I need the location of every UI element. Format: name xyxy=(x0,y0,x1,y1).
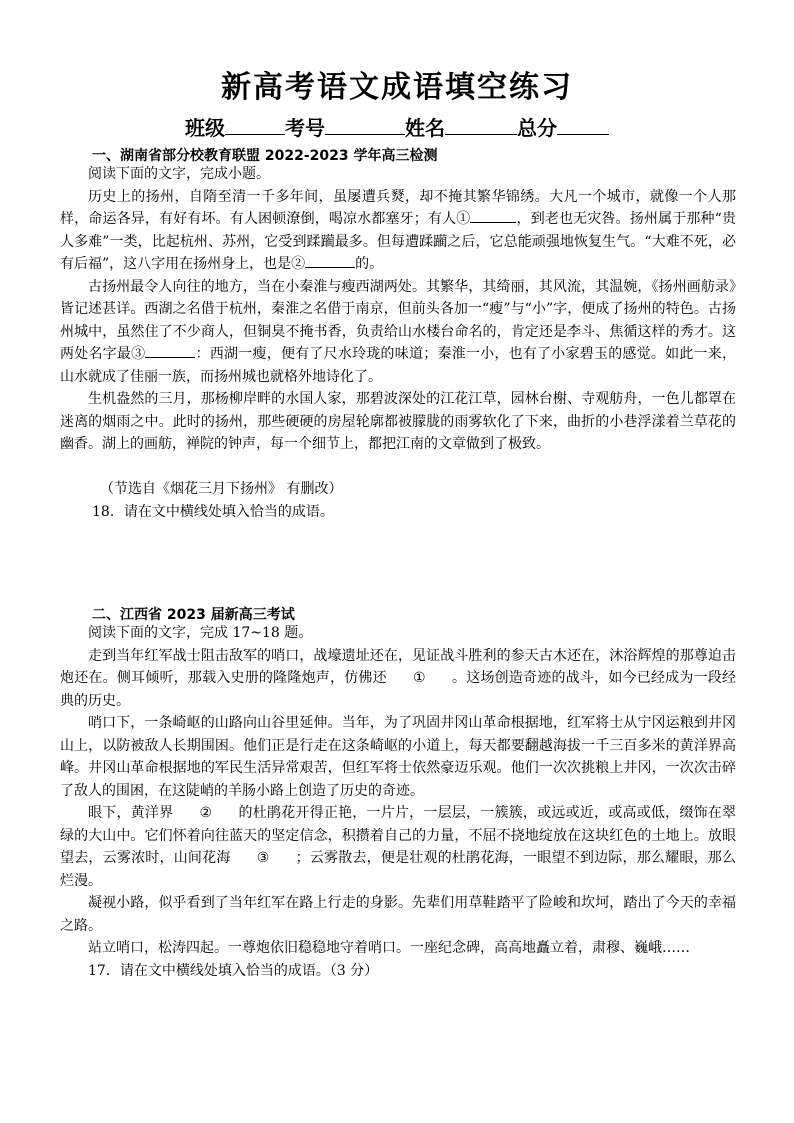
class-blank xyxy=(225,116,285,135)
blank-marker-2: ② xyxy=(291,256,306,272)
section1-source: （节选自《烟花三月下扬州》 有删改） xyxy=(100,481,343,497)
section2-paragraph-1: 走到当年红军战士阻击敌军的哨口，战壕遗址还在，见证战斗胜利的参天古木还在，沐浴辉煌的那尊迫击炮还在。侧耳倾听，那载入史册的隆隆炮声，仿佛还 ① 。这场创造奇迹的战斗，如今已经成为一段经典的历史。 xyxy=(60,647,737,709)
answer-blank-3 xyxy=(145,343,195,358)
section2-question: 17．请在文中横线处填入恰当的成语。（3 分） xyxy=(88,962,379,979)
section2-heading: 二、江西省 2023 届新高三考试 xyxy=(92,607,295,623)
name-blank xyxy=(445,116,517,135)
blank-marker-2: ② xyxy=(199,805,213,821)
blank-marker-1: ① xyxy=(456,211,471,227)
section2-paragraph-3: 眼下，黄洋界 ② 的杜鹃花开得正艳，一片片，一层层，一簇簇，或远或近，或高或低，缀饰在翠绿的大山中。它们怀着向往蓝天的坚定信念，积攒着自己的力量，不屈不挠地绽放在这块红色的土地上。放眼望去，云雾浓时，山间花海 ③ ；云雾散去，便是壮观的杜鹃花海，一眼望不到边际，那么耀眼，那么烂漫。 xyxy=(60,805,737,889)
blank-marker-3: ③ xyxy=(256,850,270,866)
number-label: 考号 xyxy=(285,116,325,140)
student-info-line xyxy=(0,112,794,141)
class-label: 班级 xyxy=(185,116,225,140)
number-blank xyxy=(325,116,405,135)
section2-instruction: 阅读下面的文字，完成 17~18 题。 xyxy=(88,625,313,641)
section2-paragraph-4: 凝视小路，似乎看到了当年红军在路上行走的身影。先辈们用草鞋踏平了险峻和坎坷，踏出了今天的幸福之路。 xyxy=(60,895,736,934)
section2-passage xyxy=(60,622,736,982)
section1-paragraph-2: 古扬州最令人向往的地方，当在小秦淮与瘦西湖两处。其繁华，其绮丽，其风流，其温婉，《扬州画舫录》皆记述甚详。西湖之名借于杭州，秦淮之名借于南京，但前头各加一“瘦”与“小”字，便成了扬州的特色。古扬州城中，虽然住了不少商人，但铜臭不掩书香，负责给山水楼台命名的，肯定还是李斗、焦循这样的秀才。这两处名字最③ ：西湖一瘦，便有了尺水玲珑的味道；秦淮一小，也有了小家碧玉的感觉。如此一来，山水就成了佳丽一族，而扬州城也就格外地诗化了。 xyxy=(60,278,737,385)
blank-marker-1: ① xyxy=(412,670,426,686)
section1-passage xyxy=(60,163,736,456)
blank-marker-3: ③ xyxy=(131,346,146,362)
section1-paragraph-3: 生机盎然的三月，那杨柳岸畔的水国人家，那碧波深处的江花江草，园林台榭、寺观舫舟，一色儿都罩在迷离的烟雨之中。此时的扬州，那些硬硬的房屋轮廓都被朦胧的雨雾软化了下来，曲折的小巷浮漾着兰草花的幽香。湖上的画舫，禅院的钟声，每一个细节上，都把江南的文章做到了极致。 xyxy=(60,391,736,452)
score-label: 总分 xyxy=(517,116,557,140)
section2-paragraph-5: 站立哨口，松涛四起。一尊炮依旧稳稳地守着哨口。一座纪念碑，高高地矗立着，肃穆、巍峨…… xyxy=(88,940,690,956)
section1-question: 18．请在文中横线处填入恰当的成语。 xyxy=(92,504,334,520)
section1-paragraph-1: 历史上的扬州，自隋至清一千多年间，虽屡遭兵燹，却不掩其繁华锦绣。大凡一个城市，就像一个人那样，命运各异，有好有坏。有人困顿潦倒，喝凉水都塞牙；有人① ，到老也无灾咎。扬州属于那种“贵人多难”一类，比起杭州、苏州，它受到蹂躏最多。但每遭蹂躏之后，它总能顽强地恢复生气。“大难不死，必有后福”，这八字用在扬州身上，也是② 的。 xyxy=(60,188,736,272)
name-label: 姓名 xyxy=(405,116,445,140)
section1-instruction: 阅读下面的文字，完成小题。 xyxy=(88,166,270,182)
page-title: 新高考语文成语填空练习 xyxy=(221,70,573,105)
section1-heading: 一、湖南省部分校教育联盟 2022-2023 学年高三检测 xyxy=(92,148,438,164)
answer-blank-1 xyxy=(470,208,516,223)
answer-blank-2 xyxy=(305,253,355,268)
score-blank xyxy=(557,116,609,135)
section2-paragraph-2: 哨口下，一条崎岖的山路向山谷里延伸。当年，为了巩固井冈山革命根据地，红军将士从宁冈运粮到井冈山上，以防被敌人长期围困。他们正是行走在这条崎岖的小道上，每天都要翻越海拔一千三百多米的黄洋界高峰。井冈山革命根据地的军民生活异常艰苦，但红军将士依然豪迈乐观。他们一次次挑粮上井冈，一次次击碎了敌人的围困，在这陡峭的羊肠小路上创造了历史的奇迹。 xyxy=(60,715,736,799)
